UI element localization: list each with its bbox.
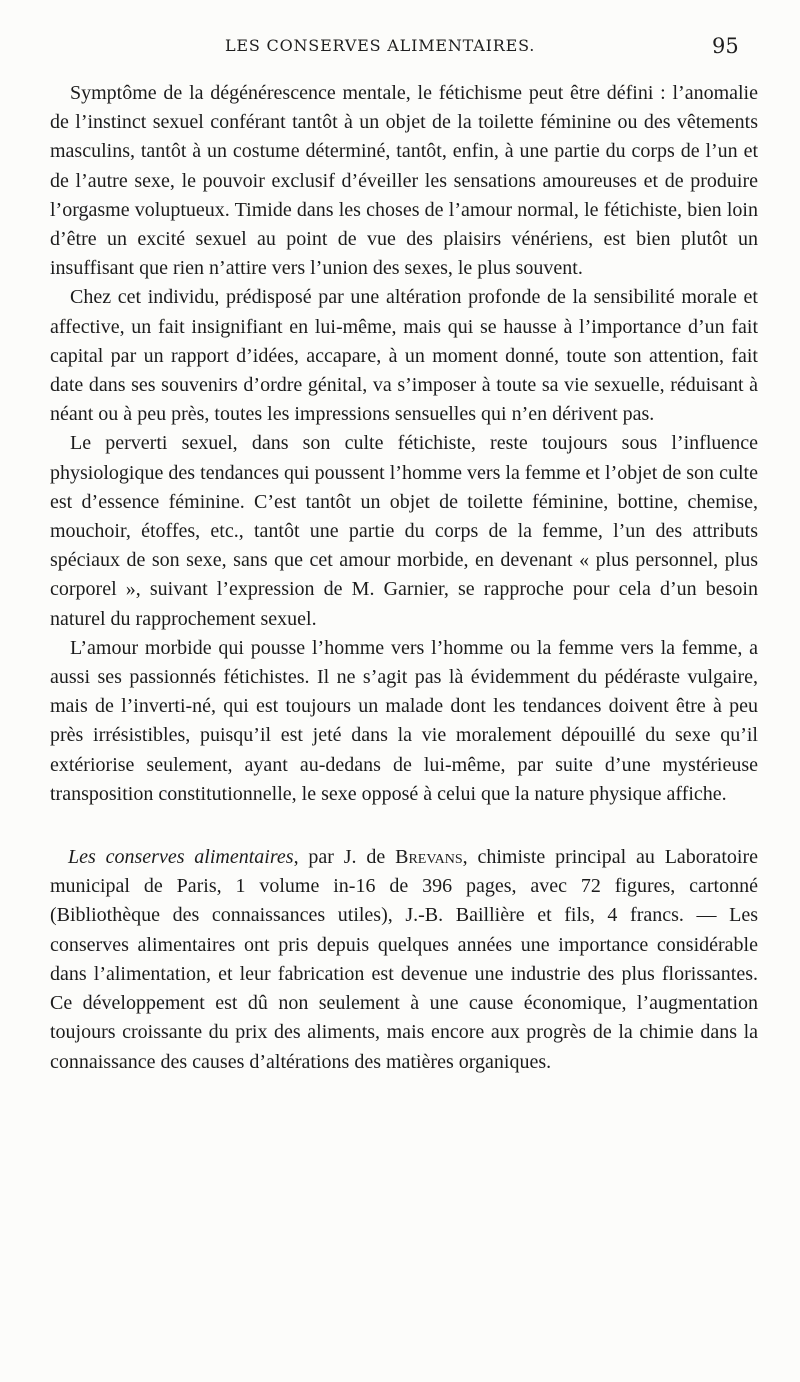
page-header bbox=[0, 30, 800, 70]
body-text bbox=[50, 79, 758, 1077]
page-number: 95 bbox=[712, 34, 739, 58]
paragraph-morbid-love: L’amour morbide qui pousse l’homme vers l’homme ou la femme vers la femme, a aussi ses passionnés fétichistes. Il ne s’agit pas là évidemment du pédéraste vulgaire, mais de l’inverti-né, qui est toujours un malade dont les tendances doivent être à peu près irrésistibles, puisqu’il est jeté dans la vie moralement dépouillé du sexe qu’il extériorise seulement, ayant au-dedans de lui-même, par suite d’une mystérieuse transposition constitutionnelle, le sexe opposé à celui que la nature physique affiche. bbox=[50, 636, 758, 805]
review-text: , chimiste principal au Laboratoire municipal de Paris, 1 volume in-16 de 396 pages, avec 72 figures, cartonné (Bibliothèque des connaissances utiles), J.-B. Baillière et fils, 4 francs. — Les conserves alimentaires ont pris depuis quelques années une importance considérable dans l’alimentation, et leur fabrication est devenue une industrie des plus florissantes. Ce développement est dû non seulement à une cause économique, l’augmentation toujours croissante du prix des aliments, mais encore aux progrès de la chimie dans la connaissance des causes d’altérations des matières organiques. bbox=[50, 846, 758, 1073]
paragraph-predisposed-individual: Chez cet individu, prédisposé par une altération profonde de la sensibilité morale et affective, un fait insignifiant en lui-même, mais qui se hausse à l’importance d’un fait capital par un rapport d’idées, accapare, à un moment donné, toute son attention, fait date dans ses souvenirs d’ordre génital, va s’imposer à toute sa vie sexuelle, réduisant à néant ou à peu près, toutes les impressions sensuelles qui n’en dérivent pas. bbox=[50, 286, 758, 426]
paragraph-sexual-pervert: Le perverti sexuel, dans son culte fétichiste, reste toujours sous l’influence physiologique des tendances qui poussent l’homme vers la femme et l’objet de son culte est d’essence féminine. C’est tantôt un objet de toilette féminine, bottine, chemise, mouchoir, étoffes, etc., tantôt une partie du corps de la femme, l’un des attributs spéciaux de son sexe, sans que cet amour morbide, en devenant « plus personnel, plus corporel », suivant l’expression de M. Garnier, se rapproche pour cela d’un besoin naturel du rapprochement sexuel. bbox=[50, 432, 758, 630]
paragraph-fetishism-definition: Symptôme de la dégénérescence mentale, le fétichisme peut être défini : l’anomalie de l’instinct sexuel conférant tantôt à un objet de la toilette féminine ou des vêtements masculins, tantôt à un costume déterminé, tantôt, enfin, à une partie du corps de l’un et de l’autre sexe, le pouvoir exclusif d’éveiller les sensations amoureuses et de produire l’orgasme voluptueux. Timide dans les choses de l’amour normal, le fétichiste, bien loin d’être un excité sexuel au point de vue des plaisirs vénériens, est bien plutôt un insuffisant que rien n’attire vers l’union des sexes, le plus souvent. bbox=[50, 82, 758, 280]
running-head: LES CONSERVES ALIMENTAIRES. bbox=[225, 36, 536, 55]
review-book-title: Les conserves alimentaires bbox=[68, 846, 294, 869]
review-author: Brevans bbox=[395, 846, 463, 869]
book-review bbox=[50, 843, 758, 1077]
review-by: , par J. de bbox=[293, 846, 396, 869]
